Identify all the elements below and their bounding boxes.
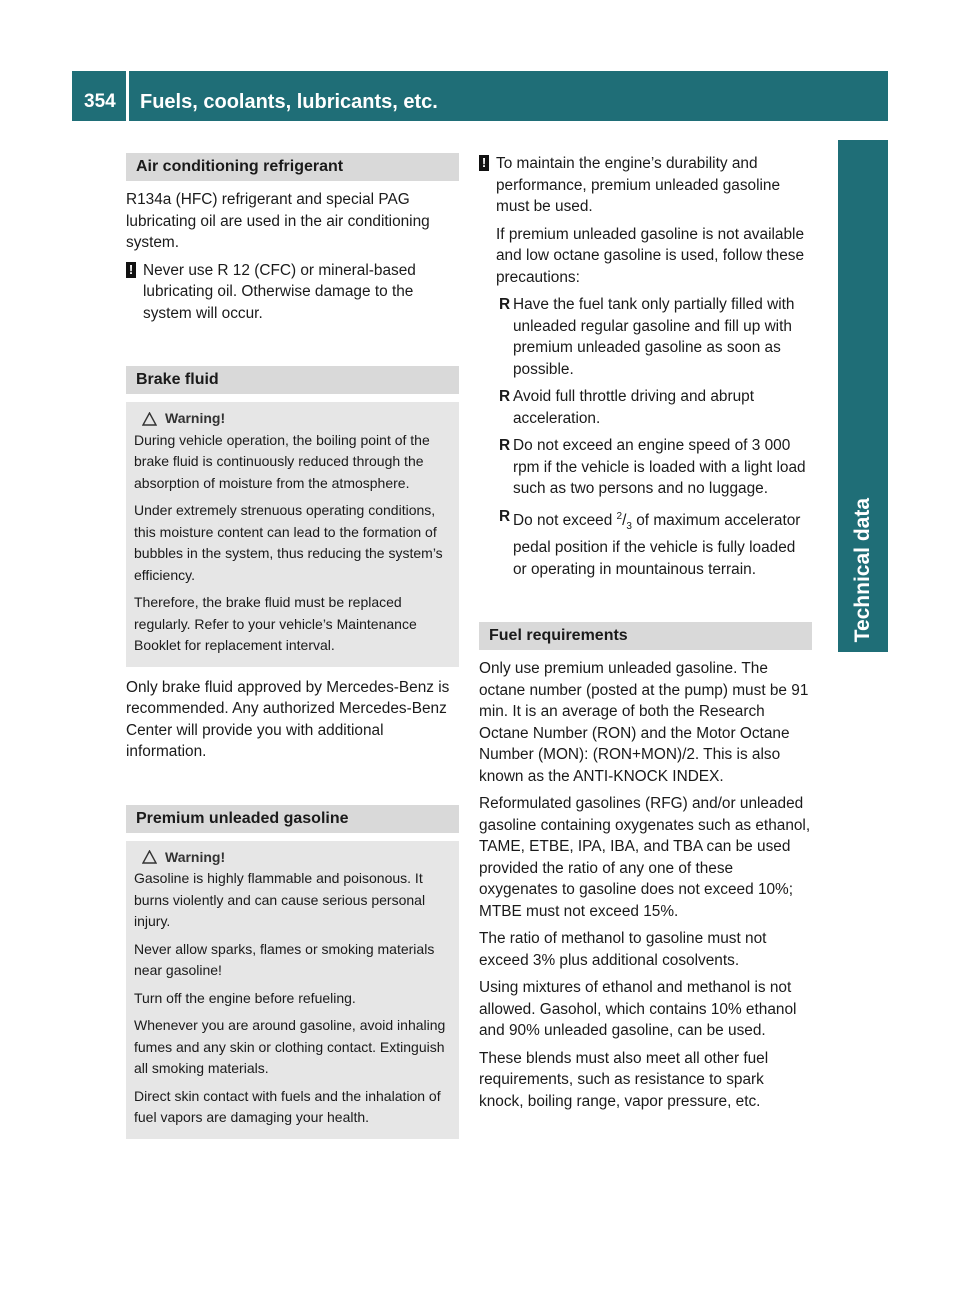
warning-triangle-icon — [142, 850, 157, 864]
fuel-para: The ratio of methanol to gasoline must not exceed 3% plus additional cosolvents. — [479, 930, 767, 969]
list-item — [479, 294, 812, 380]
fuel-para: Using mixtures of ethanol and methanol is not allowed. Gasohol, which contains 10% ethanol and 90% unleaded gasoline, can be used. — [479, 979, 797, 1040]
bullet-icon: R — [499, 388, 511, 405]
warning-title: Warning! — [165, 848, 226, 865]
section-heading-gasoline: Premium unleaded gasoline — [126, 805, 459, 833]
brake-warning-para: Therefore, the brake fluid must be replaced regularly. Refer to your vehicle’s Maintenance Booklet for replacement interval. — [134, 594, 417, 653]
gasoline-warning-para: Gasoline is highly flammable and poisonous. It burns violently and can cause serious personal injury. — [134, 870, 426, 929]
brake-warning-para: During vehicle operation, the boiling point of the brake fluid is continuously reduced through the absorption of moisture from the atmosphere. — [134, 431, 430, 491]
list-item — [479, 435, 812, 500]
bullet-icon: R — [499, 296, 511, 313]
gasoline-warning-para: Turn off the engine before refueling. — [134, 989, 356, 1006]
warning-title-row — [134, 847, 451, 869]
fuel-para: Reformulated gasolines (RFG) and/or unleaded gasoline containing oxygenates such as ethanol, TAME, ETBE, IPA, IBA, and TBA can be used provided the ratio of any one of these oxygenates to gasoline does not exceed 10%; MTBE must not exceed 15%. — [479, 795, 811, 920]
ac-notice — [126, 260, 459, 325]
list-item-text: Have the fuel tank only partially filled with unleaded regular gasoline and fill up with premium unleaded gasoline as soon as possible. — [513, 296, 795, 378]
brake-warning-para: Under extremely strenuous operating conditions, this moisture content can lead to the formation of bubbles in the system, thus reducing the system’s efficiency. — [134, 502, 443, 583]
ac-text: R134a (HFC) refrigerant and special PAG lubricating oil are used in the air conditioning system. — [126, 191, 430, 251]
fuel-para: Only use premium unleaded gasoline. The octane number (posted at the pump) must be 91 min. It is an average of both the Research Octane Number (RON) and the Motor Octane Number (MON): (RON+MON)/2. This is also known as the ANTI-KNOCK INDEX. — [479, 660, 809, 785]
list-item — [479, 506, 812, 581]
brake-warning-box — [126, 402, 459, 667]
gasoline-warning-para: Whenever you are around gasoline, avoid inhaling fumes and any skin or clothing contact. Extinguish all smoking materials. — [134, 1017, 446, 1076]
bullet-icon: R — [499, 437, 511, 454]
gasoline-warning-para: Never allow sparks, flames or smoking materials near gasoline! — [134, 940, 435, 978]
page-title: Fuels, coolants, lubricants, etc. — [140, 91, 438, 113]
page-number: 354 — [84, 91, 116, 112]
section-heading-brake: Brake fluid — [126, 366, 459, 394]
bullet-icon: R — [499, 507, 511, 525]
list-item — [479, 386, 812, 429]
warning-title: Warning! — [165, 410, 226, 426]
exclamation-icon: ! — [126, 262, 136, 278]
section-heading-fuel: Fuel requirements — [479, 622, 812, 650]
gasoline-warning-para: Direct skin contact with fuels and the inhalation of fuel vapors are damaging your health. — [134, 1087, 441, 1125]
right-column — [479, 153, 812, 1118]
exclamation-icon: ! — [479, 155, 489, 171]
section-heading-ac: Air conditioning refrigerant — [126, 153, 459, 181]
header-divider — [126, 71, 129, 121]
list-item-text: Do not exceed $^2/_3$ of maximum accelerator pedal position if the vehicle is fully loaded or operating in mountainous terrain. — [513, 510, 801, 578]
list-item-text: Avoid full throttle driving and abrupt acceleration. — [513, 388, 754, 427]
brake-text: Only brake fluid approved by Mercedes-Benz is recommended. Any authorized Mercedes-Benz Center will provide you with additional information. — [126, 678, 450, 760]
fuel-para: These blends must also meet all other fuel requirements, such as resistance to spark knock, boiling range, vapor pressure, etc. — [479, 1049, 769, 1110]
engine-notice-text: To maintain the engine’s durability and performance, premium unleaded gasoline must be used. — [496, 155, 781, 215]
gasoline-warning-box — [126, 841, 459, 1139]
list-item-text: Do not exceed an engine speed of 3 000 rpm if the vehicle is loaded with a light load such as two persons and no luggage. — [513, 437, 806, 497]
warning-title-row — [134, 408, 451, 430]
left-column — [126, 153, 459, 1149]
engine-notice — [479, 153, 812, 218]
engine-notice-followup: If premium unleaded gasoline is not available and low octane gasoline is used, follow these precautions: — [496, 225, 805, 286]
warning-triangle-icon — [142, 412, 157, 426]
side-tab-label-wrap — [838, 140, 888, 652]
ac-notice-text: Never use R 12 (CFC) or mineral-based lubricating oil. Otherwise damage to the system will occur. — [143, 261, 416, 322]
side-tab-label: Technical data — [851, 497, 874, 642]
